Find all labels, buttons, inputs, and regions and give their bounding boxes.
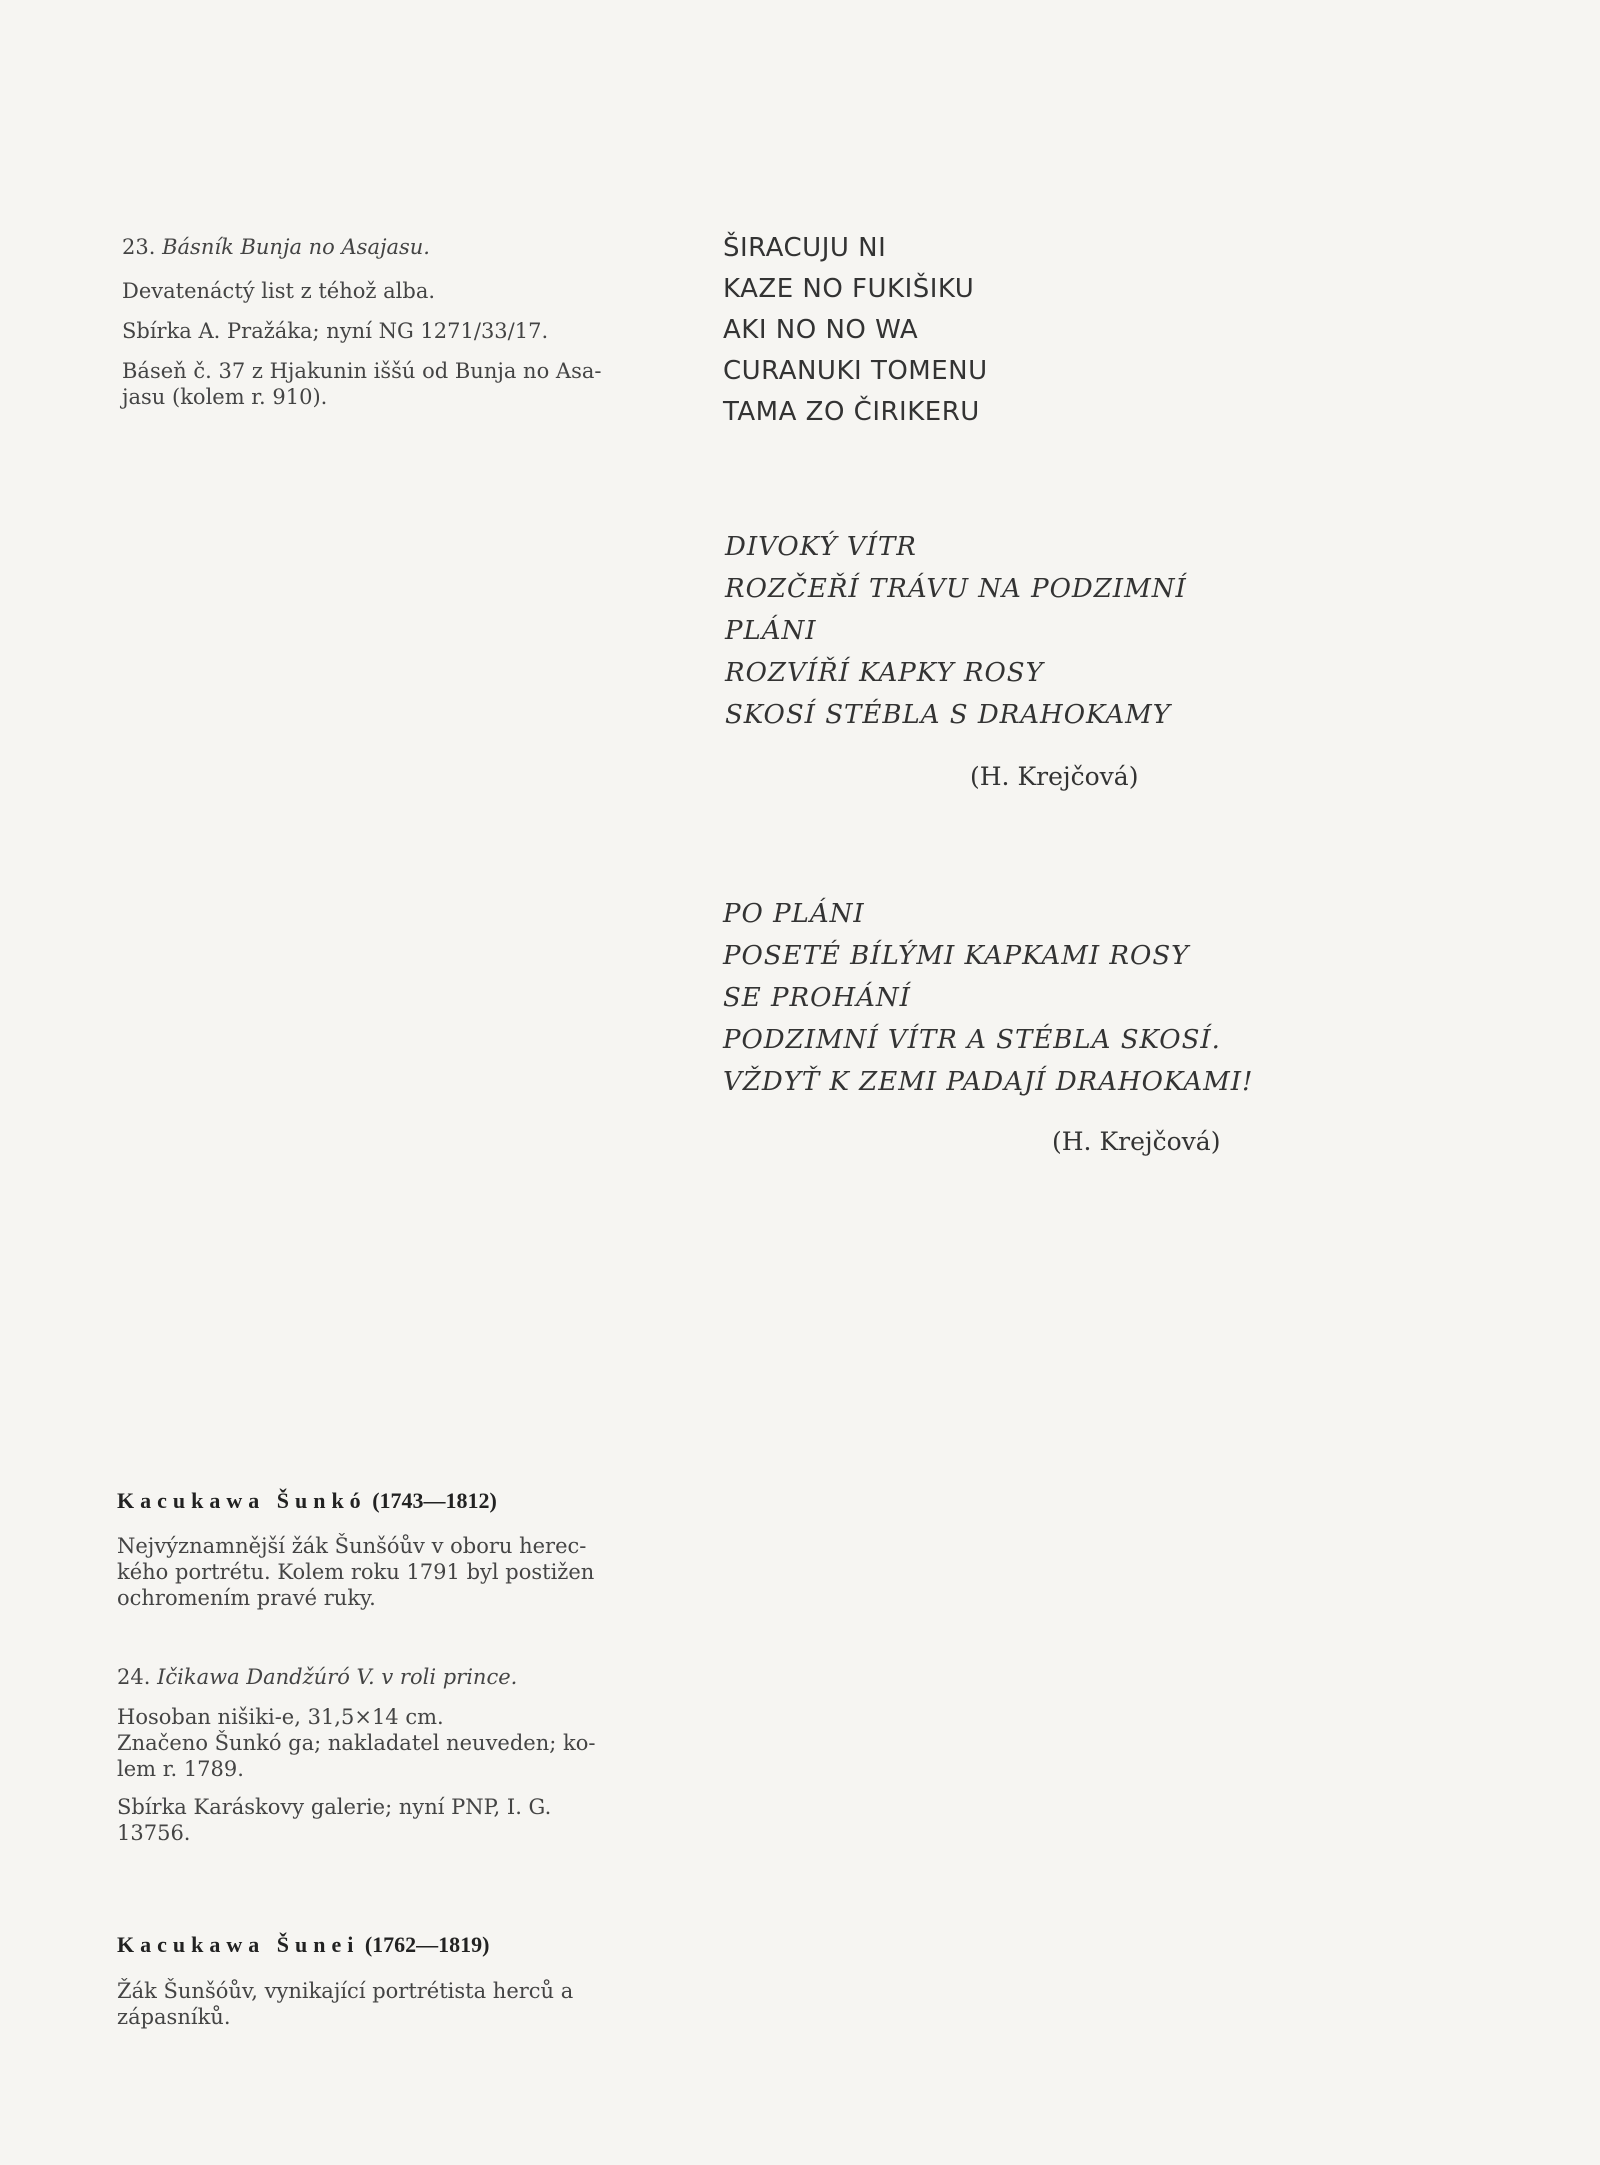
note-line: Sbírka A. Pražáka; nyní NG 1271/33/17. (122, 319, 549, 343)
bio-line: Žák Šunšóův, vynikající portrétista herců a (117, 1979, 574, 2003)
note-line: Devatenáctý list z téhož alba. (122, 279, 436, 303)
entry-number: 23. (122, 235, 156, 259)
artist-dates: (1743—1812) (372, 1488, 497, 1513)
artist-bio (117, 1978, 685, 2030)
artist-name: Kacukawa Šunei (117, 1932, 360, 1957)
translation-1 (725, 526, 1187, 736)
note-line: Hosoban nišiki-e, 31,5×14 cm. (117, 1705, 444, 1729)
entry-title: Básník Bunja no Asajasu. (162, 235, 430, 259)
poem-line: CURANUKI TOMENU (723, 356, 988, 386)
poem-line: AKI NO NO WA (723, 315, 919, 345)
poem-original (723, 228, 988, 433)
note-line: 13756. (117, 1821, 191, 1845)
bio-line: kého portrétu. Kolem roku 1791 byl postižen (117, 1560, 595, 1584)
poem-line: POSETÉ BÍLÝMI KAPKAMI ROSY (723, 941, 1190, 971)
entry-title: Ičikawa Dandžúró V. v roli prince. (157, 1665, 518, 1689)
poem-line: VŽDYŤ K ZEMI PADAJÍ DRAHOKAMI! (723, 1067, 1254, 1097)
bio-line: zápasníků. (117, 2005, 231, 2029)
bio-line: ochromením pravé ruky. (117, 1586, 376, 1610)
bio-line: Nejvýznamnější žák Šunšóův v oboru herec- (117, 1534, 587, 1558)
note-line: Značeno Šunkó ga; nakladatel neuveden; ko- (117, 1731, 596, 1755)
note-line: Báseň č. 37 z Hjakunin iššú od Bunja no Asa- (122, 359, 602, 383)
poem-line: ROZČEŘÍ TRÁVU NA PODZIMNÍ (725, 574, 1187, 604)
poem-line: SKOSÍ STÉBLA S DRAHOKAMY (725, 700, 1171, 730)
note-line: Sbírka Karáskovy galerie; nyní PNP, I. G. (117, 1795, 552, 1819)
poem-line: TAMA ZO ČIRIKERU (723, 397, 980, 427)
artist-heading (117, 1932, 489, 1958)
translator-attribution-2: (H. Krejčová) (1052, 1127, 1221, 1156)
artist-dates: (1762—1819) (364, 1932, 490, 1957)
poem-line: SE PROHÁNÍ (723, 983, 911, 1013)
poem-line: KAZE NO FUKIŠIKU (723, 274, 975, 304)
poem-line: ŠIRACUJU NI (723, 233, 887, 263)
entry-23-notes (122, 234, 652, 410)
poem-line: PO PLÁNI (723, 899, 865, 929)
artist-name: Kacukawa Šunkó (117, 1488, 367, 1513)
poem-line: PODZIMNÍ VÍTR A STÉBLA SKOSÍ. (723, 1025, 1221, 1055)
poem-line: DIVOKÝ VÍTR (725, 532, 917, 562)
artist-heading (117, 1488, 497, 1514)
entry-23-heading (122, 234, 652, 260)
artist-bio (117, 1533, 685, 1611)
entry-24-notes (117, 1664, 697, 1846)
poem-line: PLÁNI (725, 616, 817, 646)
entry-number: 24. (117, 1665, 151, 1689)
note-line: jasu (kolem r. 910). (122, 385, 328, 409)
translation-2 (723, 893, 1254, 1103)
translator-attribution-1: (H. Krejčová) (970, 762, 1139, 791)
poem-line: ROZVÍŘÍ KAPKY ROSY (725, 658, 1044, 688)
entry-24-heading (117, 1664, 697, 1690)
note-line: lem r. 1789. (117, 1757, 244, 1781)
